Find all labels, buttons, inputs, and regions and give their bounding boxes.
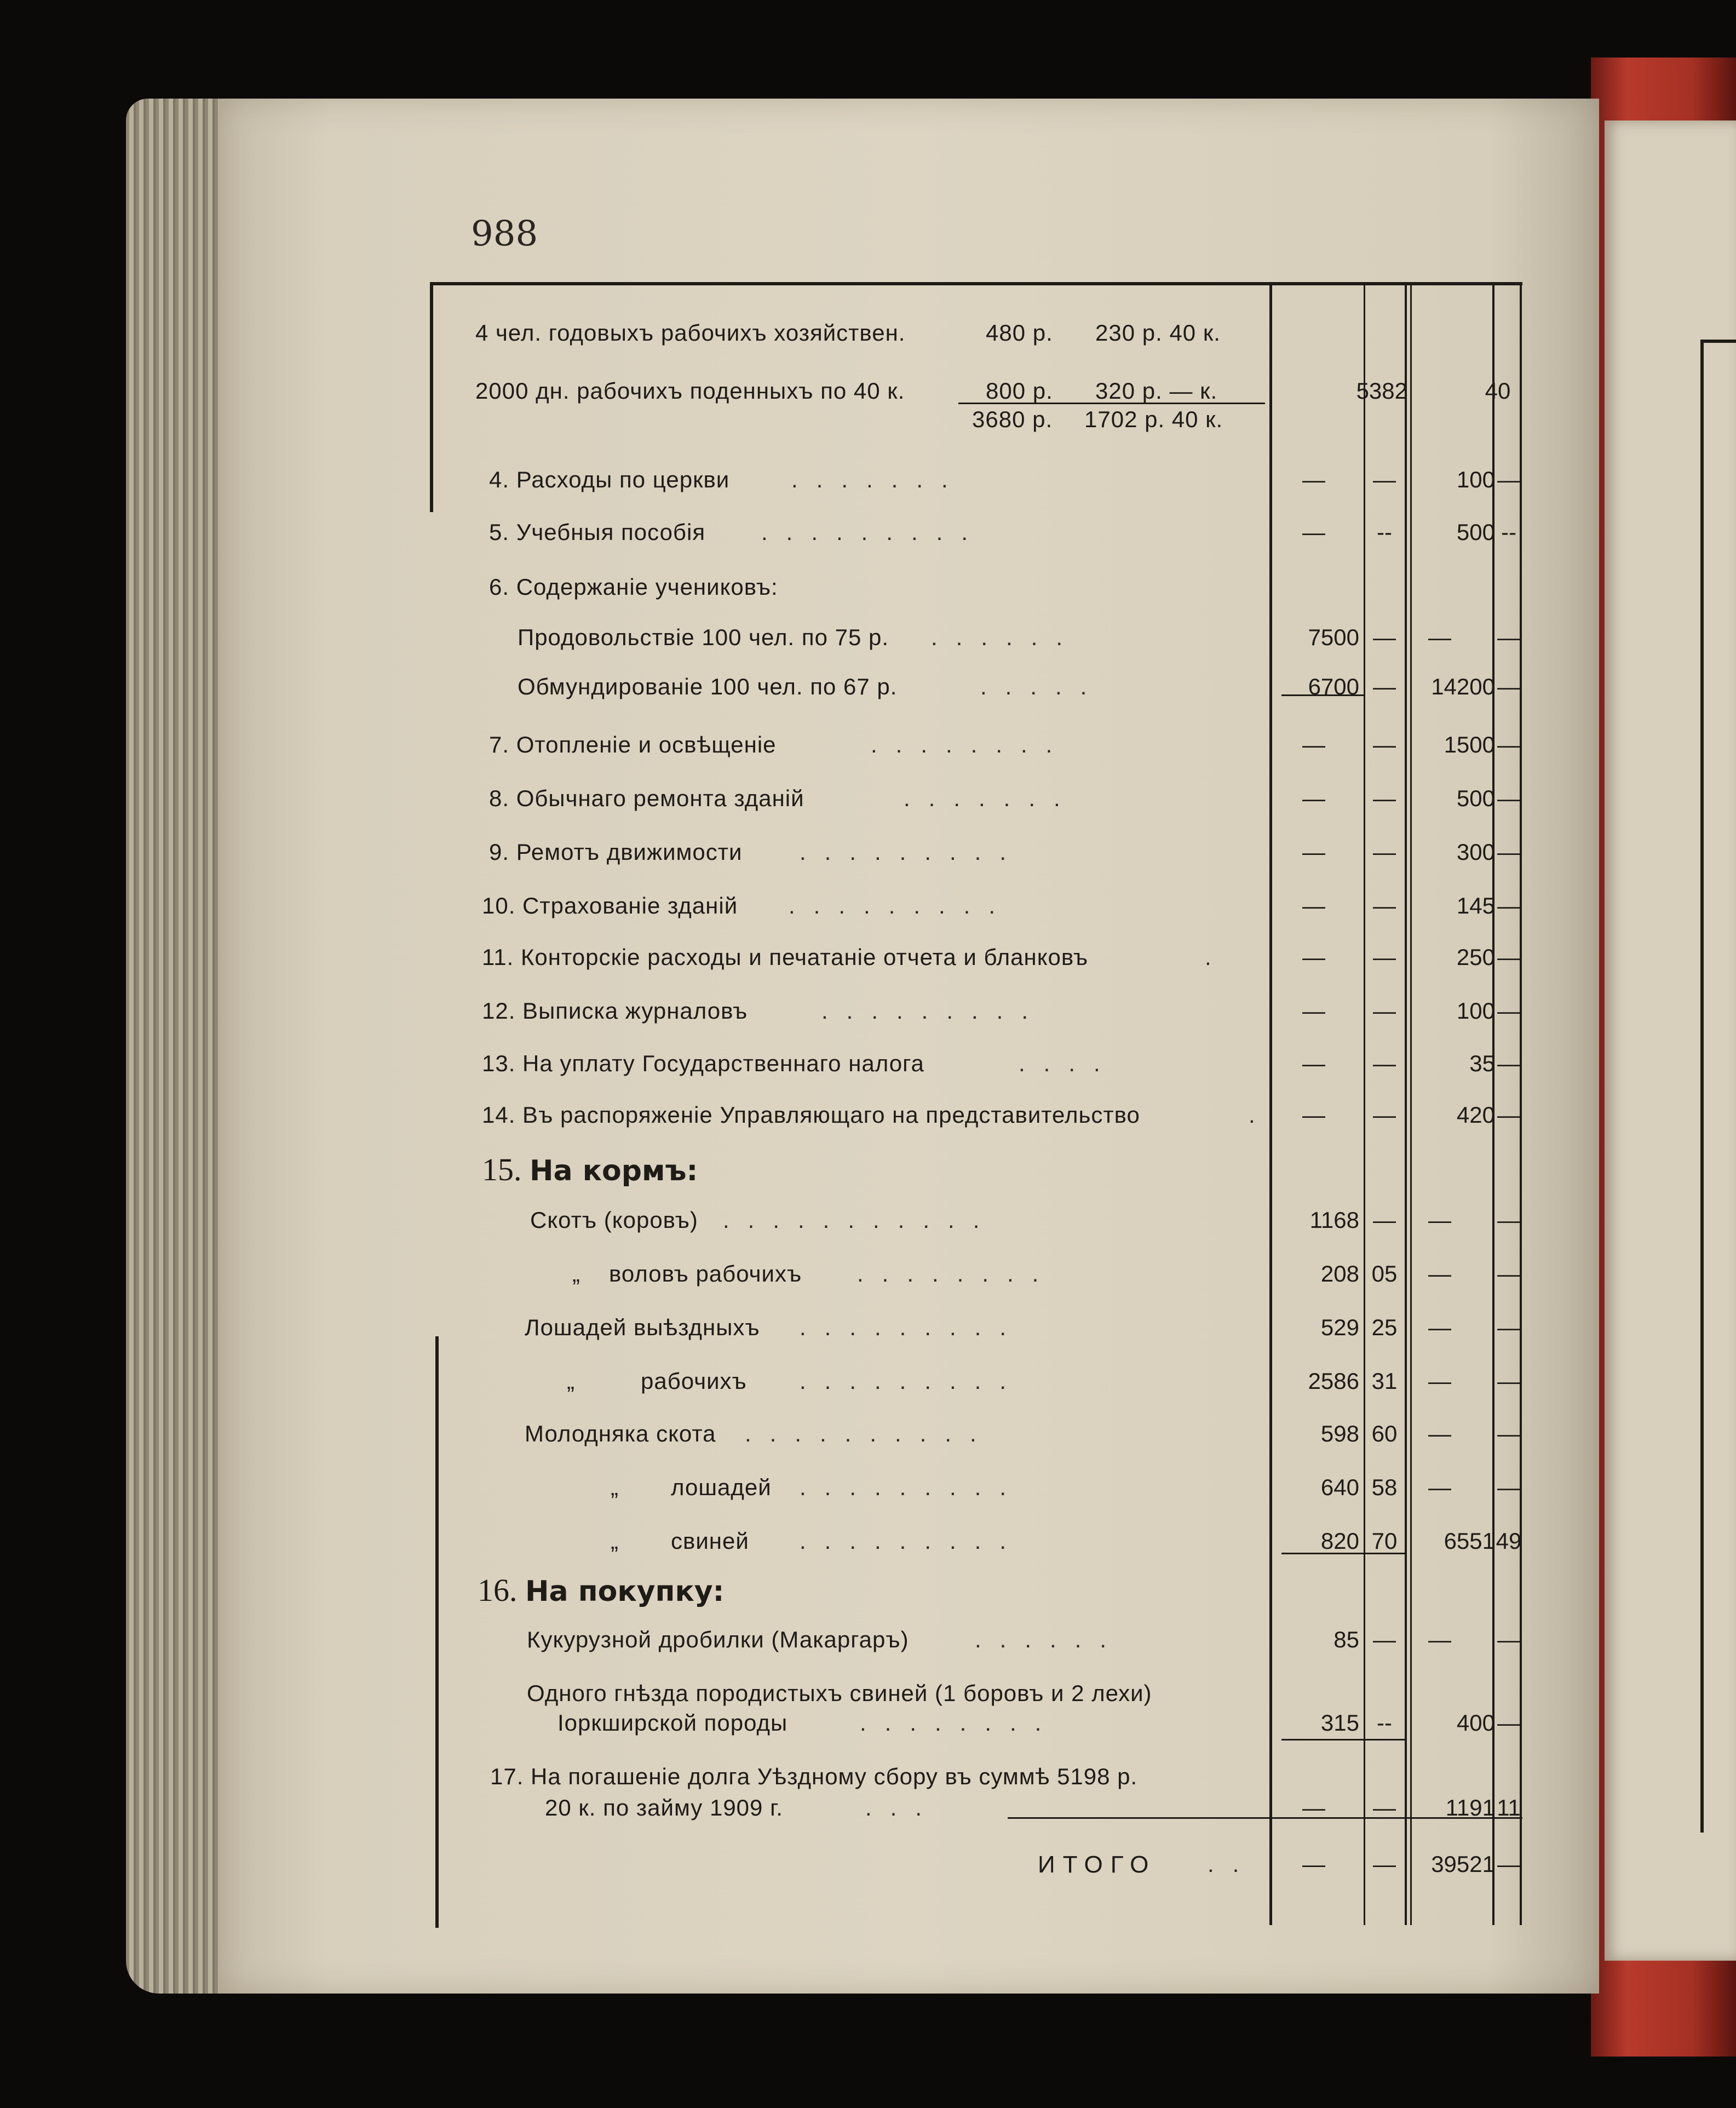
col2-rub: 1500 (1444, 732, 1495, 757)
row-label: Лошадей выѣздныхъ (525, 1314, 760, 1340)
col2-kop: — (1497, 1474, 1520, 1500)
leader-dots: ......... (800, 1368, 1025, 1394)
row-label: Продовольствіе 100 чел. по 75 р. (518, 624, 889, 650)
ditto-mark: „ (611, 1474, 619, 1500)
col2-kop: — (1497, 944, 1520, 970)
col1-rub: 1168 (1309, 1207, 1359, 1233)
col1-rub: — (1302, 732, 1325, 757)
leader-dots: ..... (980, 674, 1106, 699)
col2-rub: 35 (1469, 1050, 1495, 1076)
ledger-row (0, 1710, 1736, 1736)
col2-kop: -- (1501, 519, 1516, 545)
row-label: воловъ рабочихъ (609, 1261, 802, 1286)
col1-rub: — (1302, 1851, 1325, 1877)
leader-dots: ......... (800, 1474, 1025, 1500)
ledger-row (0, 1421, 1736, 1446)
col1-kop: 60 (1371, 1421, 1398, 1446)
col2-rub: — (1428, 1368, 1451, 1394)
ditto-mark: „ (567, 1368, 575, 1394)
col2-kop: — (1497, 839, 1520, 865)
leader-dots: ......... (821, 998, 1047, 1024)
col1-kop: — (1373, 1050, 1396, 1076)
col2-rub: — (1428, 1474, 1451, 1500)
ledger-row (0, 1795, 1736, 1820)
col2-kop: — (1497, 1314, 1520, 1340)
section-heading-text (478, 1572, 724, 1609)
col2-rub: 6551 (1444, 1528, 1495, 1554)
header-line-amount-b: 320 р. — к. (1095, 378, 1218, 404)
col2-rub: — (1428, 1261, 1451, 1286)
col1-kop: — (1373, 839, 1396, 865)
page-number: 988 (471, 214, 538, 254)
col1-kop: 05 (1371, 1261, 1398, 1286)
leader-dots: .. (1208, 1851, 1258, 1877)
leader-dots: ......... (789, 893, 1014, 918)
row-label: 6. Содержаніе учениковъ: (489, 574, 778, 600)
header-line-text: 2000 дн. рабочихъ поденныхъ по 40 к. (475, 378, 905, 404)
col2-rub: 420 (1456, 1102, 1495, 1128)
row-label: 17. На погашеніе долга Уѣздному сбору въ суммѣ 5198 р. (490, 1764, 1138, 1789)
leader-dots: ........... (723, 1207, 998, 1233)
col1-rub: — (1302, 998, 1325, 1024)
col2-kop: — (1497, 1710, 1520, 1736)
next-page-table-frame (1700, 340, 1736, 1833)
header-total-a: 3680 р. (972, 406, 1053, 432)
ledger-row (0, 467, 1736, 492)
left-border (435, 1336, 439, 1928)
leader-dots: . (1205, 944, 1230, 970)
col2-kop: — (1497, 1368, 1520, 1394)
row-label: 7. Отопленіе и освѣщеніе (489, 732, 777, 757)
section-number: 16. (478, 1572, 518, 1608)
ledger-row (0, 998, 1736, 1024)
col2-rub: 500 (1456, 519, 1495, 545)
col2-rub: 145 (1456, 893, 1495, 918)
col2-kop: — (1497, 624, 1520, 650)
col2-rub: 100 (1456, 467, 1495, 492)
leader-dots: ....... (791, 467, 967, 492)
leader-dots: ......... (800, 1528, 1025, 1554)
header-line (0, 378, 1736, 404)
col1-kop: -- (1377, 519, 1392, 545)
leader-dots: .......... (745, 1421, 995, 1446)
row-label: 11. Конторскіе расходы и печатаніе отчета и бланковъ (482, 944, 1089, 970)
col1-rub: 2586 (1308, 1368, 1359, 1394)
header-line-text: 4 чел. годовыхъ рабочихъ хозяйствен. (475, 320, 906, 346)
col2-rub: — (1428, 1421, 1451, 1446)
leader-dots: .... (1019, 1050, 1119, 1076)
ledger-row (0, 732, 1736, 757)
subtotal-rule (1281, 1739, 1405, 1741)
section-title: На кормъ: (530, 1154, 698, 1187)
col1-rub: — (1302, 785, 1325, 811)
col2-kop: 11 (1497, 1795, 1521, 1820)
row-label: Одного гнѣзда породистыхъ свиней (1 боровъ и 2 лехи) (527, 1680, 1152, 1706)
col1-rub: 315 (1320, 1710, 1359, 1736)
leader-dots: ...... (931, 624, 1082, 650)
col1-rub: 598 (1320, 1421, 1359, 1446)
col1-kop: — (1373, 998, 1396, 1024)
col1-rub: 208 (1320, 1261, 1359, 1286)
col2-rub: — (1428, 1314, 1451, 1340)
col1-rub: 85 (1333, 1627, 1359, 1652)
col1-kop: — (1373, 1627, 1396, 1652)
col2-rub: 14200 (1431, 674, 1495, 699)
leader-dots: ......... (761, 519, 987, 545)
row-label: 9. Ремотъ движимости (489, 839, 743, 865)
ledger-row (0, 1261, 1736, 1286)
col1-kop: — (1373, 1851, 1396, 1877)
row-label: Скотъ (коровъ) (530, 1207, 698, 1233)
row-label-cont: Іоркширской породы (557, 1710, 788, 1736)
row-label: 5. Учебныя пособія (489, 519, 706, 545)
row-label: лошадей (671, 1474, 772, 1500)
ledger-row (0, 893, 1736, 918)
row-label: 12. Выписка журналовъ (482, 998, 748, 1024)
col2-kop: — (1497, 1102, 1520, 1128)
col2-kop: — (1497, 785, 1520, 811)
ledger-row (0, 1102, 1736, 1128)
header-line-amount-a: 480 р. (986, 320, 1053, 346)
leader-dots: ...... (975, 1627, 1125, 1652)
col1-kop: 25 (1371, 1314, 1398, 1340)
header-line-amount-a: 800 р. (986, 378, 1053, 404)
left-border (430, 282, 433, 512)
col2-kop: 49 (1496, 1528, 1522, 1554)
row-label: 4. Расходы по церкви (489, 467, 730, 492)
total-row (0, 1851, 1736, 1878)
row-label: свиней (671, 1528, 749, 1554)
col1-kop: — (1373, 624, 1396, 650)
col1-rub: 7500 (1308, 624, 1359, 650)
header-sum-kop: 40 (1485, 378, 1511, 404)
col1-rub: 640 (1320, 1474, 1359, 1500)
col2-kop: — (1497, 1851, 1520, 1877)
col1-rub: 820 (1320, 1528, 1359, 1554)
leader-dots: ........ (857, 1261, 1057, 1286)
col1-kop: 58 (1371, 1474, 1398, 1500)
col2-kop: — (1497, 1207, 1520, 1233)
col1-kop: 31 (1371, 1368, 1398, 1394)
col1-kop: — (1373, 1795, 1396, 1820)
col1-rub: — (1302, 944, 1325, 970)
header-line-amount-b: 230 р. 40 к. (1095, 320, 1221, 346)
leader-dots: ....... (904, 785, 1079, 811)
col2-kop: — (1497, 1627, 1520, 1652)
row-label-cont: 20 к. по займу 1909 г. (545, 1795, 783, 1820)
col1-kop: — (1373, 944, 1396, 970)
col1-kop: -- (1377, 1710, 1392, 1736)
col2-kop: — (1497, 1421, 1520, 1446)
col1-kop: — (1373, 732, 1396, 757)
total-label: ИТОГО (1038, 1851, 1157, 1878)
col2-rub: 100 (1456, 998, 1495, 1024)
col1-kop: 70 (1371, 1528, 1398, 1554)
ditto-mark: „ (572, 1261, 580, 1286)
col1-rub: — (1302, 1795, 1325, 1820)
col2-kop: — (1497, 1050, 1520, 1076)
row-label: Молодняка скота (525, 1421, 716, 1446)
row-label: 14. Въ распоряженіе Управляющаго на представительство (482, 1102, 1140, 1128)
col2-rub: 1191 (1445, 1795, 1495, 1820)
col1-rub: — (1302, 893, 1325, 918)
col2-kop: — (1497, 998, 1520, 1024)
col1-kop: — (1373, 785, 1396, 811)
col2-rub: 250 (1456, 944, 1495, 970)
row-label: Обмундированіе 100 чел. по 67 р. (518, 674, 898, 699)
header-sum-rub: 5382 (1356, 378, 1407, 404)
col1-rub: — (1302, 519, 1325, 545)
leader-dots: ........ (860, 1710, 1060, 1736)
ditto-mark: „ (611, 1528, 619, 1554)
col2-rub: 300 (1456, 839, 1495, 865)
col2-rub: — (1428, 1207, 1451, 1233)
section-title: На покупку: (525, 1575, 725, 1608)
col1-kop: — (1373, 1207, 1396, 1233)
section-number: 15. (482, 1152, 522, 1187)
leader-dots: ......... (800, 1314, 1025, 1340)
col2-rub: — (1428, 624, 1451, 650)
col2-kop: — (1497, 467, 1520, 492)
col1-rub: 529 (1320, 1314, 1359, 1340)
leader-dots: ......... (800, 839, 1025, 865)
header-line (0, 320, 1736, 346)
leader-dots: ........ (871, 732, 1071, 757)
col1-rub: — (1302, 839, 1325, 865)
row-label: 8. Обычнаго ремонта зданій (489, 785, 804, 811)
ledger-row (0, 574, 1736, 600)
col1-kop: — (1373, 1102, 1396, 1128)
ledger-row (0, 674, 1736, 699)
leader-dots: . (1249, 1102, 1274, 1128)
col2-kop: — (1497, 732, 1520, 757)
row-label: 10. Страхованіе зданій (482, 893, 738, 918)
col1-rub: 6700 (1308, 674, 1359, 699)
col1-rub: — (1302, 1102, 1325, 1128)
ledger-row (0, 1528, 1736, 1554)
section-heading-text (482, 1151, 698, 1188)
row-label: Кукурузной дробилки (Макаргаръ) (527, 1627, 909, 1652)
col1-rub: — (1302, 467, 1325, 492)
col2-rub: 400 (1456, 1710, 1495, 1736)
ledger-row (0, 1368, 1736, 1394)
ledger-row (0, 1207, 1736, 1233)
row-label: рабочихъ (641, 1368, 747, 1394)
col2-kop: — (1497, 893, 1520, 918)
col2-rub: — (1428, 1627, 1451, 1652)
col2-rub: 500 (1456, 785, 1495, 811)
section-heading (0, 1152, 1736, 1187)
header-total-b: 1702 р. 40 к. (1084, 406, 1223, 432)
leader-dots: ... (865, 1795, 941, 1820)
col2-rub: 39521 (1431, 1851, 1495, 1877)
ledger-row (0, 839, 1736, 865)
col1-rub: — (1302, 1050, 1325, 1076)
col2-kop: — (1497, 674, 1520, 699)
col1-kop: — (1373, 893, 1396, 918)
col2-kop: — (1497, 1261, 1520, 1286)
col1-kop: — (1373, 467, 1396, 492)
col1-kop: — (1373, 674, 1396, 699)
row-label: 13. На уплату Государственнаго налога (482, 1050, 924, 1076)
